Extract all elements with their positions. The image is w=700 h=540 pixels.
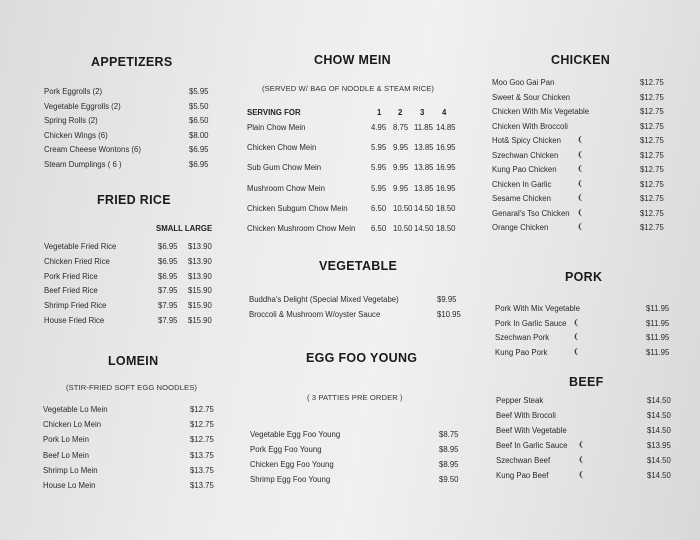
menu-item-price: $13.75 bbox=[190, 481, 214, 490]
menu-item-name: Chicken Mushroom Chow Mein bbox=[247, 224, 356, 233]
menu-item-row bbox=[492, 107, 667, 119]
serving-price: 13.85 bbox=[414, 143, 434, 153]
serving-price: 16.95 bbox=[436, 163, 456, 173]
large-price: $13.90 bbox=[188, 271, 212, 281]
menu-item-row bbox=[492, 194, 667, 206]
menu-item-name: Buddha's Delight (Special Mixed Vegetabe) bbox=[249, 295, 399, 304]
menu-item-price: $14.50 bbox=[647, 411, 671, 420]
menu-item-name: Vegetable Fried Rice bbox=[44, 242, 117, 251]
small-price: $7.95 bbox=[158, 316, 178, 325]
serving-price: 9.95 bbox=[393, 143, 409, 153]
menu-item-row bbox=[495, 304, 673, 316]
menu-item-row bbox=[247, 204, 462, 216]
serving-price: 13.85 bbox=[414, 163, 434, 173]
menu-item-name: Beef With Vegetable bbox=[496, 426, 567, 435]
serving-price: 5.95 bbox=[371, 163, 387, 173]
menu-item-row bbox=[495, 333, 673, 345]
chili-pepper-icon: ❨ bbox=[577, 149, 584, 159]
serving-count: 3 bbox=[420, 108, 425, 117]
serving-for-label: SERVING FOR bbox=[247, 108, 301, 117]
serving-price: 9.95 bbox=[393, 183, 409, 193]
menu-item-price: $11.95 bbox=[646, 333, 670, 342]
menu-item-row bbox=[249, 310, 464, 322]
menu-item-row bbox=[492, 93, 667, 105]
large-price: $13.90 bbox=[188, 256, 212, 266]
menu-item-name: Mushroom Chow Mein bbox=[247, 183, 325, 193]
serving-price: 18.50 bbox=[436, 203, 456, 213]
chow-mein-subtitle: (SERVED W/ BAG OF NOODLE & STEAM RICE) bbox=[262, 84, 435, 93]
serving-price: 6.50 bbox=[371, 203, 387, 213]
menu-item-name: Kung Pao Beef bbox=[496, 471, 549, 480]
lomein-heading: LOMEIN bbox=[108, 354, 159, 368]
menu-item-row bbox=[247, 163, 462, 175]
chili-pepper-icon: ❨ bbox=[573, 346, 580, 356]
menu-item-row bbox=[492, 122, 667, 134]
egg-foo-young-subtitle: ( 3 PATTIES PRE ORDER ) bbox=[307, 393, 403, 402]
menu-item-price: $5.95 bbox=[189, 87, 209, 96]
menu-item-name: Chicken Wings (6) bbox=[44, 130, 108, 140]
menu-item-name: Moo Goo Gai Pan bbox=[492, 78, 555, 87]
menu-item-name: Shrimp Egg Foo Young bbox=[250, 475, 331, 484]
menu-item-row bbox=[247, 224, 462, 236]
chili-pepper-icon: ❨ bbox=[578, 455, 585, 464]
small-price: $6.95 bbox=[158, 242, 178, 251]
menu-item-name: Pork Eggrolls (2) bbox=[44, 87, 103, 96]
chicken-heading: CHICKEN bbox=[551, 53, 611, 67]
menu-item-name: Steam Dumplings ( 6 ) bbox=[44, 159, 122, 169]
menu-item-price: $5.50 bbox=[189, 101, 209, 111]
menu-item-row bbox=[44, 145, 214, 157]
chili-pepper-icon: ❨ bbox=[577, 178, 584, 188]
serving-price: 5.95 bbox=[371, 183, 387, 193]
serving-price: 16.95 bbox=[436, 143, 456, 153]
menu-item-price: $11.95 bbox=[646, 304, 670, 313]
beef-heading: BEEF bbox=[569, 375, 604, 389]
small-price: $7.95 bbox=[158, 301, 178, 311]
chili-pepper-icon: ❨ bbox=[577, 164, 584, 173]
menu-item-price: $8.95 bbox=[439, 445, 459, 454]
menu-item-price: $12.75 bbox=[640, 107, 664, 116]
menu-item-price: $12.75 bbox=[640, 78, 664, 87]
menu-item-name: Spring Rolls (2) bbox=[44, 116, 98, 125]
menu-item-price: $12.75 bbox=[640, 136, 664, 145]
menu-item-row bbox=[44, 257, 214, 269]
large-price: $15.90 bbox=[188, 316, 212, 325]
menu-item-name: Sweet & Sour Chicken bbox=[492, 92, 571, 102]
menu-item-row bbox=[250, 460, 465, 472]
serving-price: 14.50 bbox=[414, 224, 434, 233]
menu-item-name: Sesame Chicken bbox=[492, 194, 551, 203]
menu-item-price: $9.50 bbox=[439, 475, 459, 484]
menu-item-name: Chicken Fried Rice bbox=[44, 256, 110, 266]
menu-item-name: Pork Fried Rice bbox=[44, 271, 98, 281]
serving-price: 4.95 bbox=[371, 123, 387, 132]
serving-price: 13.85 bbox=[414, 183, 434, 193]
menu-item-price: $13.95 bbox=[647, 441, 671, 450]
menu-item-row bbox=[44, 301, 214, 313]
menu-item-row bbox=[43, 435, 218, 447]
chili-pepper-icon: ❨ bbox=[573, 332, 580, 341]
menu-item-row bbox=[250, 475, 465, 487]
chili-pepper-icon: ❨ bbox=[577, 207, 584, 217]
menu-item-row bbox=[44, 160, 214, 172]
serving-count: 2 bbox=[398, 108, 403, 117]
menu-item-name: Chicken Lo Mein bbox=[43, 420, 102, 430]
chili-pepper-icon: ❨ bbox=[578, 470, 585, 479]
chili-pepper-icon: ❨ bbox=[578, 440, 585, 449]
menu-item-row bbox=[44, 272, 214, 284]
serving-price: 16.95 bbox=[436, 183, 456, 193]
menu-item-name: Shrimp Lo Mein bbox=[43, 465, 98, 475]
menu-item-price: $13.75 bbox=[190, 465, 214, 475]
serving-price: 18.50 bbox=[436, 224, 456, 233]
chili-pepper-icon: ❨ bbox=[577, 222, 584, 231]
menu-item-price: $12.75 bbox=[640, 179, 664, 189]
menu-item-row bbox=[247, 143, 462, 155]
menu-item-name: Cream Cheese Wontons (6) bbox=[44, 145, 141, 154]
small-price: $6.95 bbox=[158, 271, 178, 281]
menu-item-row bbox=[43, 451, 218, 463]
menu-item-row bbox=[492, 78, 667, 90]
menu-item-row bbox=[492, 136, 667, 148]
menu-item-price: $6.95 bbox=[189, 145, 209, 154]
fried-rice-heading: FRIED RICE bbox=[97, 193, 171, 207]
menu-item-row bbox=[496, 411, 674, 423]
menu-item-price: $11.95 bbox=[646, 318, 670, 328]
menu-item-row bbox=[44, 316, 214, 328]
chili-pepper-icon: ❨ bbox=[577, 193, 584, 202]
menu-item-price: $12.75 bbox=[640, 208, 664, 218]
menu-item-price: $12.75 bbox=[190, 420, 214, 430]
menu-item-row bbox=[250, 445, 465, 457]
menu-item-row bbox=[43, 466, 218, 478]
menu-item-price: $14.50 bbox=[647, 426, 671, 435]
menu-item-name: Kung Pao Chicken bbox=[492, 165, 557, 174]
menu-item-row bbox=[44, 87, 214, 99]
egg-foo-young-heading: EGG FOO YOUNG bbox=[306, 351, 418, 365]
menu-item-name: Vegetable Lo Mein bbox=[43, 405, 108, 414]
serving-price: 10.50 bbox=[393, 224, 413, 233]
menu-item-name: Chicken Subgum Chow Mein bbox=[247, 203, 348, 213]
menu-item-row bbox=[44, 242, 214, 254]
menu-item-row bbox=[496, 396, 674, 408]
menu-item-row bbox=[495, 348, 673, 360]
menu-item-price: $12.75 bbox=[640, 121, 664, 131]
menu-item-price: $12.75 bbox=[190, 405, 214, 414]
menu-item-price: $12.75 bbox=[190, 435, 214, 445]
menu-item-name: Hot& Spicy Chicken bbox=[492, 136, 561, 145]
menu-item-price: $14.50 bbox=[647, 471, 671, 480]
menu-item-name: Pork With Mix Vegetable bbox=[495, 304, 580, 313]
menu-item-name: Vegetable Egg Foo Young bbox=[250, 430, 341, 439]
menu-item-price: $8.00 bbox=[189, 130, 209, 140]
menu-item-name: Beef In Garlic Sauce bbox=[496, 441, 568, 450]
menu-item-name: Pork In Garlic Sauce bbox=[495, 318, 567, 328]
menu-item-name: Broccoli & Mushroom W/oyster Sauce bbox=[249, 310, 381, 319]
menu-item-name: Chicken With Mix Vegetable bbox=[492, 107, 590, 116]
menu-item-row bbox=[44, 131, 214, 143]
serving-price: 14.85 bbox=[436, 123, 456, 132]
menu-item-row bbox=[249, 295, 464, 307]
menu-item-name: Szechwan Beef bbox=[496, 456, 551, 465]
menu-item-price: $9.95 bbox=[437, 295, 457, 304]
pork-heading: PORK bbox=[565, 270, 603, 284]
menu-item-row bbox=[247, 123, 462, 135]
serving-price: 5.95 bbox=[371, 143, 387, 153]
menu-item-row bbox=[43, 481, 218, 493]
menu-item-name: Vegetable Eggrolls (2) bbox=[44, 101, 121, 111]
menu-item-name: House Fried Rice bbox=[44, 316, 105, 325]
menu-item-row bbox=[496, 471, 674, 483]
lomein-subtitle: (STIR-FRIED SOFT EGG NOODLES) bbox=[66, 383, 198, 392]
menu-item-row bbox=[492, 223, 667, 235]
menu-item-row bbox=[496, 441, 674, 453]
menu-item-price: $14.50 bbox=[647, 396, 671, 405]
menu-item-name: Beef With Brocoli bbox=[496, 411, 556, 420]
menu-item-name: Pork Egg Foo Young bbox=[250, 445, 322, 454]
menu-item-name: Chicken Chow Mein bbox=[247, 143, 317, 153]
appetizers-heading: APPETIZERS bbox=[91, 55, 173, 69]
chili-pepper-icon: ❨ bbox=[573, 317, 580, 327]
serving-price: 6.50 bbox=[371, 224, 387, 233]
menu-item-name: Orange Chicken bbox=[492, 223, 549, 232]
menu-item-row bbox=[492, 209, 667, 221]
menu-item-price: $6.95 bbox=[189, 159, 209, 169]
menu-item-row bbox=[496, 456, 674, 468]
menu-item-name: Beef Fried Rice bbox=[44, 286, 98, 296]
menu-item-price: $6.50 bbox=[189, 116, 209, 125]
menu-item-row bbox=[43, 405, 218, 417]
large-price: $15.90 bbox=[188, 301, 212, 311]
chili-pepper-icon: ❨ bbox=[577, 135, 584, 144]
menu-item-row bbox=[44, 116, 214, 128]
menu-item-row bbox=[247, 184, 462, 196]
menu-item-name: Szechwan Pork bbox=[495, 333, 550, 342]
menu-item-price: $10.95 bbox=[437, 310, 461, 319]
large-price: $13.90 bbox=[188, 242, 212, 251]
menu-item-name: Pork Lo Mein bbox=[43, 435, 89, 445]
menu-item-name: Pepper Steak bbox=[496, 396, 544, 405]
fried-rice-size-header: SMALL LARGE bbox=[156, 224, 213, 233]
serving-price: 10.50 bbox=[393, 203, 413, 213]
serving-price: 14.50 bbox=[414, 203, 434, 213]
menu-item-price: $12.75 bbox=[640, 92, 664, 102]
serving-price: 8.75 bbox=[393, 123, 409, 132]
menu-item-row bbox=[496, 426, 674, 438]
menu-item-name: Plain Chow Mein bbox=[247, 123, 306, 132]
menu-item-row bbox=[492, 180, 667, 192]
menu-item-row bbox=[492, 165, 667, 177]
menu-item-price: $13.75 bbox=[190, 450, 214, 460]
menu-item-row bbox=[43, 420, 218, 432]
menu-item-name: Sub Gum Chow Mein bbox=[247, 163, 322, 173]
menu-item-name: House Lo Mein bbox=[43, 481, 96, 490]
menu-item-name: Shrimp Fried Rice bbox=[44, 301, 107, 311]
menu-item-name: Chicken Egg Foo Young bbox=[250, 460, 334, 469]
menu-item-price: $12.75 bbox=[640, 223, 664, 232]
menu-item-name: Beef Lo Mein bbox=[43, 450, 89, 460]
vegetable-heading: VEGETABLE bbox=[319, 259, 398, 273]
serving-price: 9.95 bbox=[393, 163, 409, 173]
serving-count: 4 bbox=[442, 108, 447, 117]
menu-item-row bbox=[44, 286, 214, 298]
menu-item-row bbox=[250, 430, 465, 442]
menu-item-row bbox=[44, 102, 214, 114]
menu-item-name: Genaral's Tso Chicken bbox=[492, 208, 570, 218]
menu-item-price: $8.95 bbox=[439, 460, 459, 469]
chow-mein-heading: CHOW MEIN bbox=[314, 53, 391, 67]
menu-item-name: Szechwan Chicken bbox=[492, 150, 559, 160]
menu-item-price: $12.75 bbox=[640, 194, 664, 203]
serving-price: 11.85 bbox=[414, 123, 433, 132]
menu-item-price: $12.75 bbox=[640, 150, 664, 160]
menu-item-price: $12.75 bbox=[640, 165, 664, 174]
small-price: $6.95 bbox=[158, 256, 178, 266]
menu-item-row bbox=[495, 319, 673, 331]
menu-item-name: Chicken With Broccoli bbox=[492, 121, 568, 131]
serving-count: 1 bbox=[377, 108, 382, 117]
menu-item-price: $14.50 bbox=[647, 456, 671, 465]
menu-item-row bbox=[492, 151, 667, 163]
menu-item-price: $11.95 bbox=[646, 347, 670, 357]
menu-item-name: Chicken In Garlic bbox=[492, 179, 552, 189]
large-price: $15.90 bbox=[188, 286, 212, 296]
menu-item-price: $8.75 bbox=[439, 430, 459, 439]
small-price: $7.95 bbox=[158, 286, 178, 296]
menu-item-name: Kung Pao Pork bbox=[495, 347, 548, 357]
